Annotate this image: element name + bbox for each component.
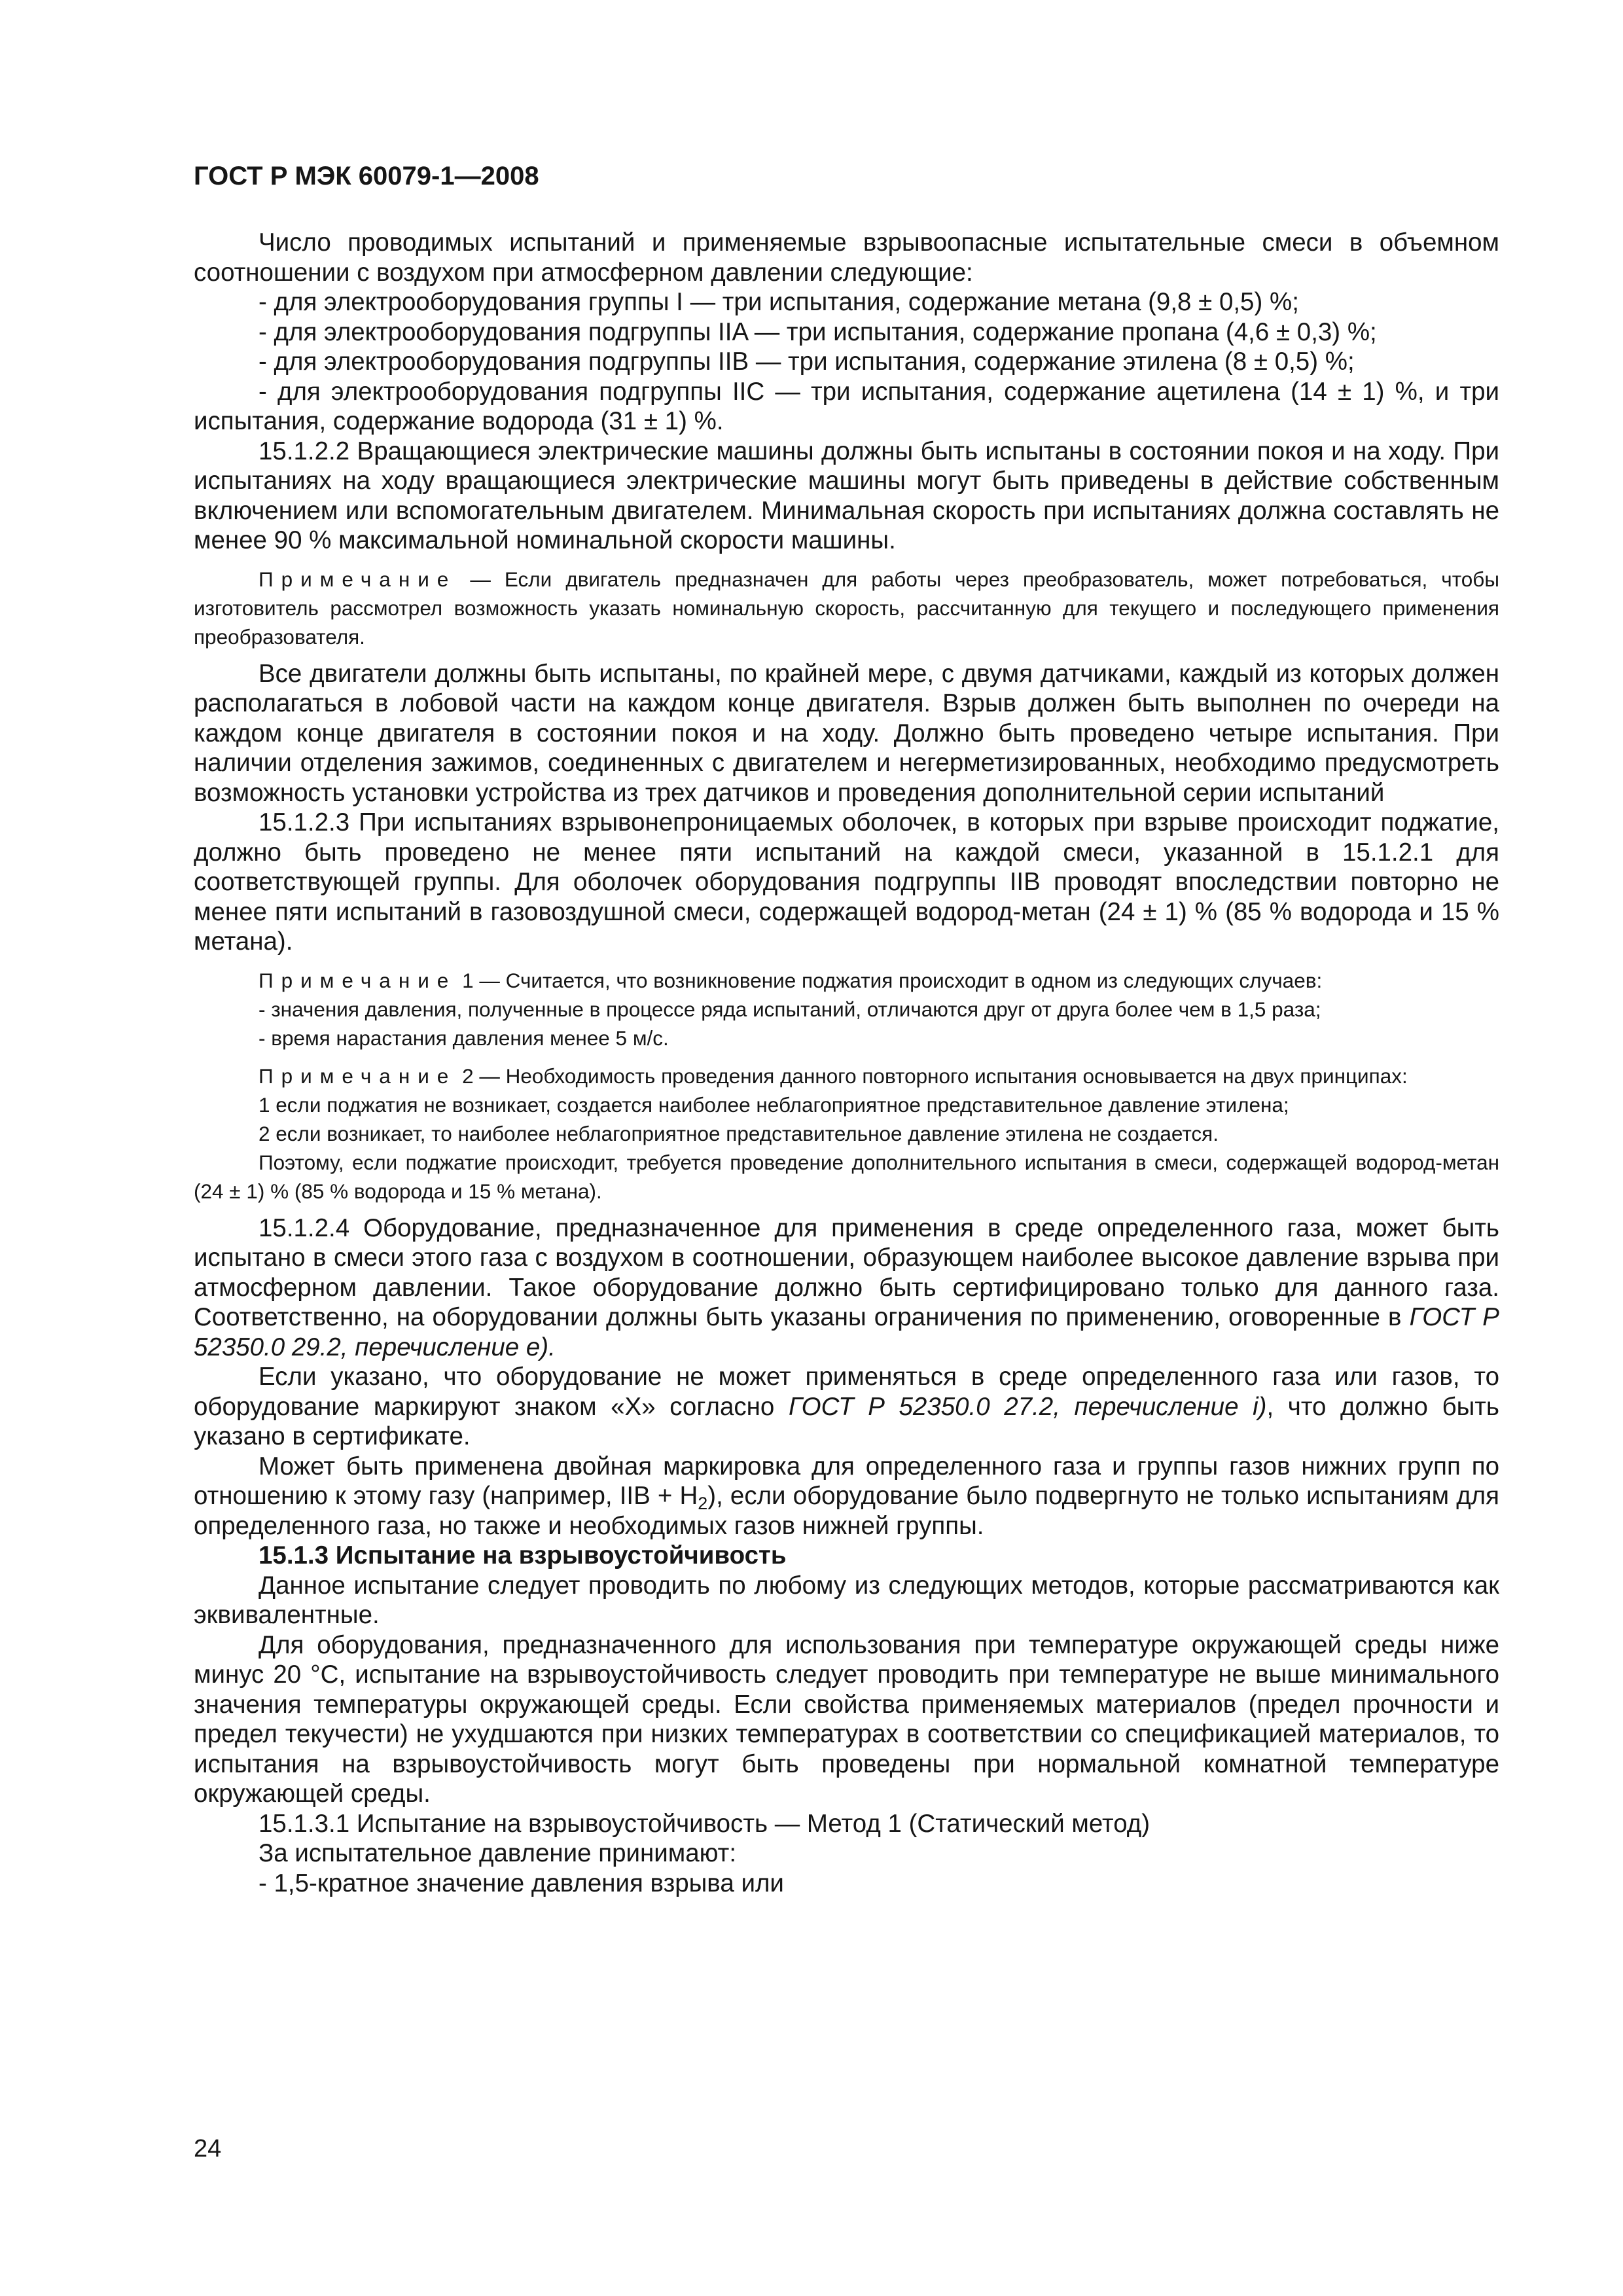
note-label: Примечание — [259, 968, 457, 992]
page-number: 24 — [194, 2135, 222, 2162]
paragraph-15-1-2-4 — [194, 1213, 1499, 1363]
paragraph-text: ), если оборудование было подвергнуто не только испытаниям для определенного газа, но также и необходимых газов нижней группы. — [194, 1482, 1499, 1540]
paragraph-15-1-2-2: 15.1.2.2 Вращающиеся электрические машины должны быть испытаны в состоянии покоя и на ходу. При испытаниях на ходу вращающиеся электрические машины могут быть приведены в действие собственным включением или вспомогательным двигателем. Минимальная скорость при испытаниях должна составлять не менее 90 % максимальной номинальной скорости машины. — [194, 437, 1499, 554]
list-item: - 1,5-кратное значение давления взрыва или — [259, 1869, 784, 1897]
paragraph-dual-marking — [194, 1452, 1499, 1541]
note-text: 2 — Необходимость проведения данного повторного испытания основывается на двух принципах: — [456, 1064, 1408, 1088]
standard-reference: ГОСТ Р 52350.0 29.2, перечисление е). — [194, 1303, 1499, 1361]
list-item: - для электрооборудования подгруппы IIA — три испытания, содержание пропана (4,6 ± 0,3) %; — [259, 317, 1377, 346]
paragraph-x-marking — [194, 1362, 1499, 1452]
note-list-item: 1 если поджатия не возникает, создается наиболее неблагоприятное представительное давление этилена; — [259, 1092, 1289, 1117]
paragraph-temperature: Для оборудования, предназначенного для использования при температуре окружающей среды ниже минус 20 °С, испытание на взрывоустойчивость следует проводить при температуре не выше минимального значения температуры окружающей среды. Если свойства применяемых материалов (предел прочности и предел текучести) не ухудшаются при низких температурах в соответствии со спецификацией материалов, то испытания на взрывоустойчивость могут быть проведены при нормальной комнатной температуре окружающей среды. — [194, 1630, 1499, 1808]
paragraph-test-pressure: За испытательное давление принимают: — [259, 1839, 737, 1867]
list-item: - для электрооборудования подгруппы IIC — три испытания, содержание ацетилена (14 ± 1) %, и три испытания, содержание водорода (31 ± 1) %. — [194, 377, 1499, 435]
note-list-item: 2 если возникает, то наиболее неблагоприятное представительное давление этилена не создается. — [259, 1121, 1219, 1145]
paragraph-text: , что должно быть указано в сертификате. — [194, 1392, 1499, 1450]
note-label: Примечание — [259, 567, 457, 591]
note-tail: Поэтому, если поджатие происходит, требуется проведение дополнительного испытания в смеси, содержащей водород-метан (24 ± 1) % (85 % водорода и 15 % метана). — [194, 1150, 1499, 1203]
paragraph-15-1-3-1: 15.1.3.1 Испытание на взрывоустойчивость — Метод 1 (Статический метод) — [259, 1809, 1150, 1838]
note-1 — [194, 966, 1499, 995]
note-2 — [194, 1062, 1499, 1090]
note-converter — [194, 565, 1499, 651]
standard-header: ГОСТ Р МЭК 60079-1—2008 — [194, 162, 539, 190]
paragraph-motors: Все двигатели должны быть испытаны, по крайней мере, с двумя датчиками, каждый из которых должен располагаться в лобовой части на каждом конце двигателя. Взрыв должен быть выполнен по очереди на каждом конце двигателя в состоянии покоя и на ходу. Должно быть проведено четыре испытания. При наличии отделения зажимов, соединенных с двигателем и негерметизированных, необходимо предусмотреть возможность установки устройства из трех датчиков и проведения дополнительной серии испытаний — [194, 659, 1499, 807]
document-body — [194, 228, 1499, 1898]
paragraph-text: Может быть применена двойная маркировка для определенного газа и группы газов нижних групп по отношению к этому газу (например, IIB + H — [194, 1452, 1499, 1510]
note-label: Примечание — [259, 1064, 457, 1088]
note-list-item: - время нарастания давления менее 5 м/с. — [259, 1026, 669, 1050]
list-item: - для электрооборудования группы I — три испытания, содержание метана (9,8 ± 0,5) %; — [259, 288, 1299, 316]
paragraph-text: Если указано, что оборудование не может применяться в среде определенного газа или газов, то оборудование маркируют знаком «X» согласно — [194, 1363, 1499, 1421]
note-text: 1 — Считается, что возникновение поджатия происходит в одном из следующих случаев: — [456, 968, 1323, 992]
note-list-item: - значения давления, полученные в процессе ряда испытаний, отличаются друг от друга более чем в 1,5 раза; — [259, 997, 1321, 1021]
list-item: - для электрооборудования подгруппы IIB — три испытания, содержание этилена (8 ± 0,5) %; — [259, 348, 1355, 376]
note-text: — Если двигатель предназначен для работы через преобразователь, может потребоваться, чтобы изготовитель рассмотрел возможность указать номинальную скорость, рассчитанную для текущего и последующего применения преобразователя. — [194, 567, 1499, 649]
paragraph-test-count: Число проводимых испытаний и применяемые взрывоопасные испытательные смеси в объемном соотношении с воздухом при атмосферном давлении следующие: — [194, 228, 1499, 287]
paragraph-15-1-2-3: 15.1.2.3 При испытаниях взрывонепроницаемых оболочек, в которых при взрыве происходит поджатие, должно быть проведено не менее пяти испытаний на каждой смеси, указанной в 15.1.2.1 для соответствующей группы. Для оболочек оборудования подгруппы IIB проводят впоследствии повторно не менее пяти испытаний в газовоздушной смеси, содержащей водород-метан (24 ± 1) % (85 % водорода и 15 % метана). — [194, 808, 1499, 956]
standard-reference: ГОСТ Р 52350.0 27.2, перечисление i) — [788, 1392, 1267, 1421]
paragraph-text: 15.1.2.4 Оборудование, предназначенное для применения в среде определенного газа, может быть испытано в смеси этого газа с воздухом в соотношении, образующем наиболее высокое давление взрыва при атмосферном давлении. Такое оборудование должно быть сертифицировано только для данного газа. Соответственно, на оборудовании должны быть указаны ограничения по применению, оговоренные в — [194, 1213, 1499, 1331]
section-heading-15-1-3: 15.1.3 Испытание на взрывоустойчивость — [259, 1541, 787, 1570]
subscript: 2 — [698, 1494, 708, 1513]
paragraph-methods: Данное испытание следует проводить по любому из следующих методов, которые рассматриваются как эквивалентные. — [194, 1571, 1499, 1629]
